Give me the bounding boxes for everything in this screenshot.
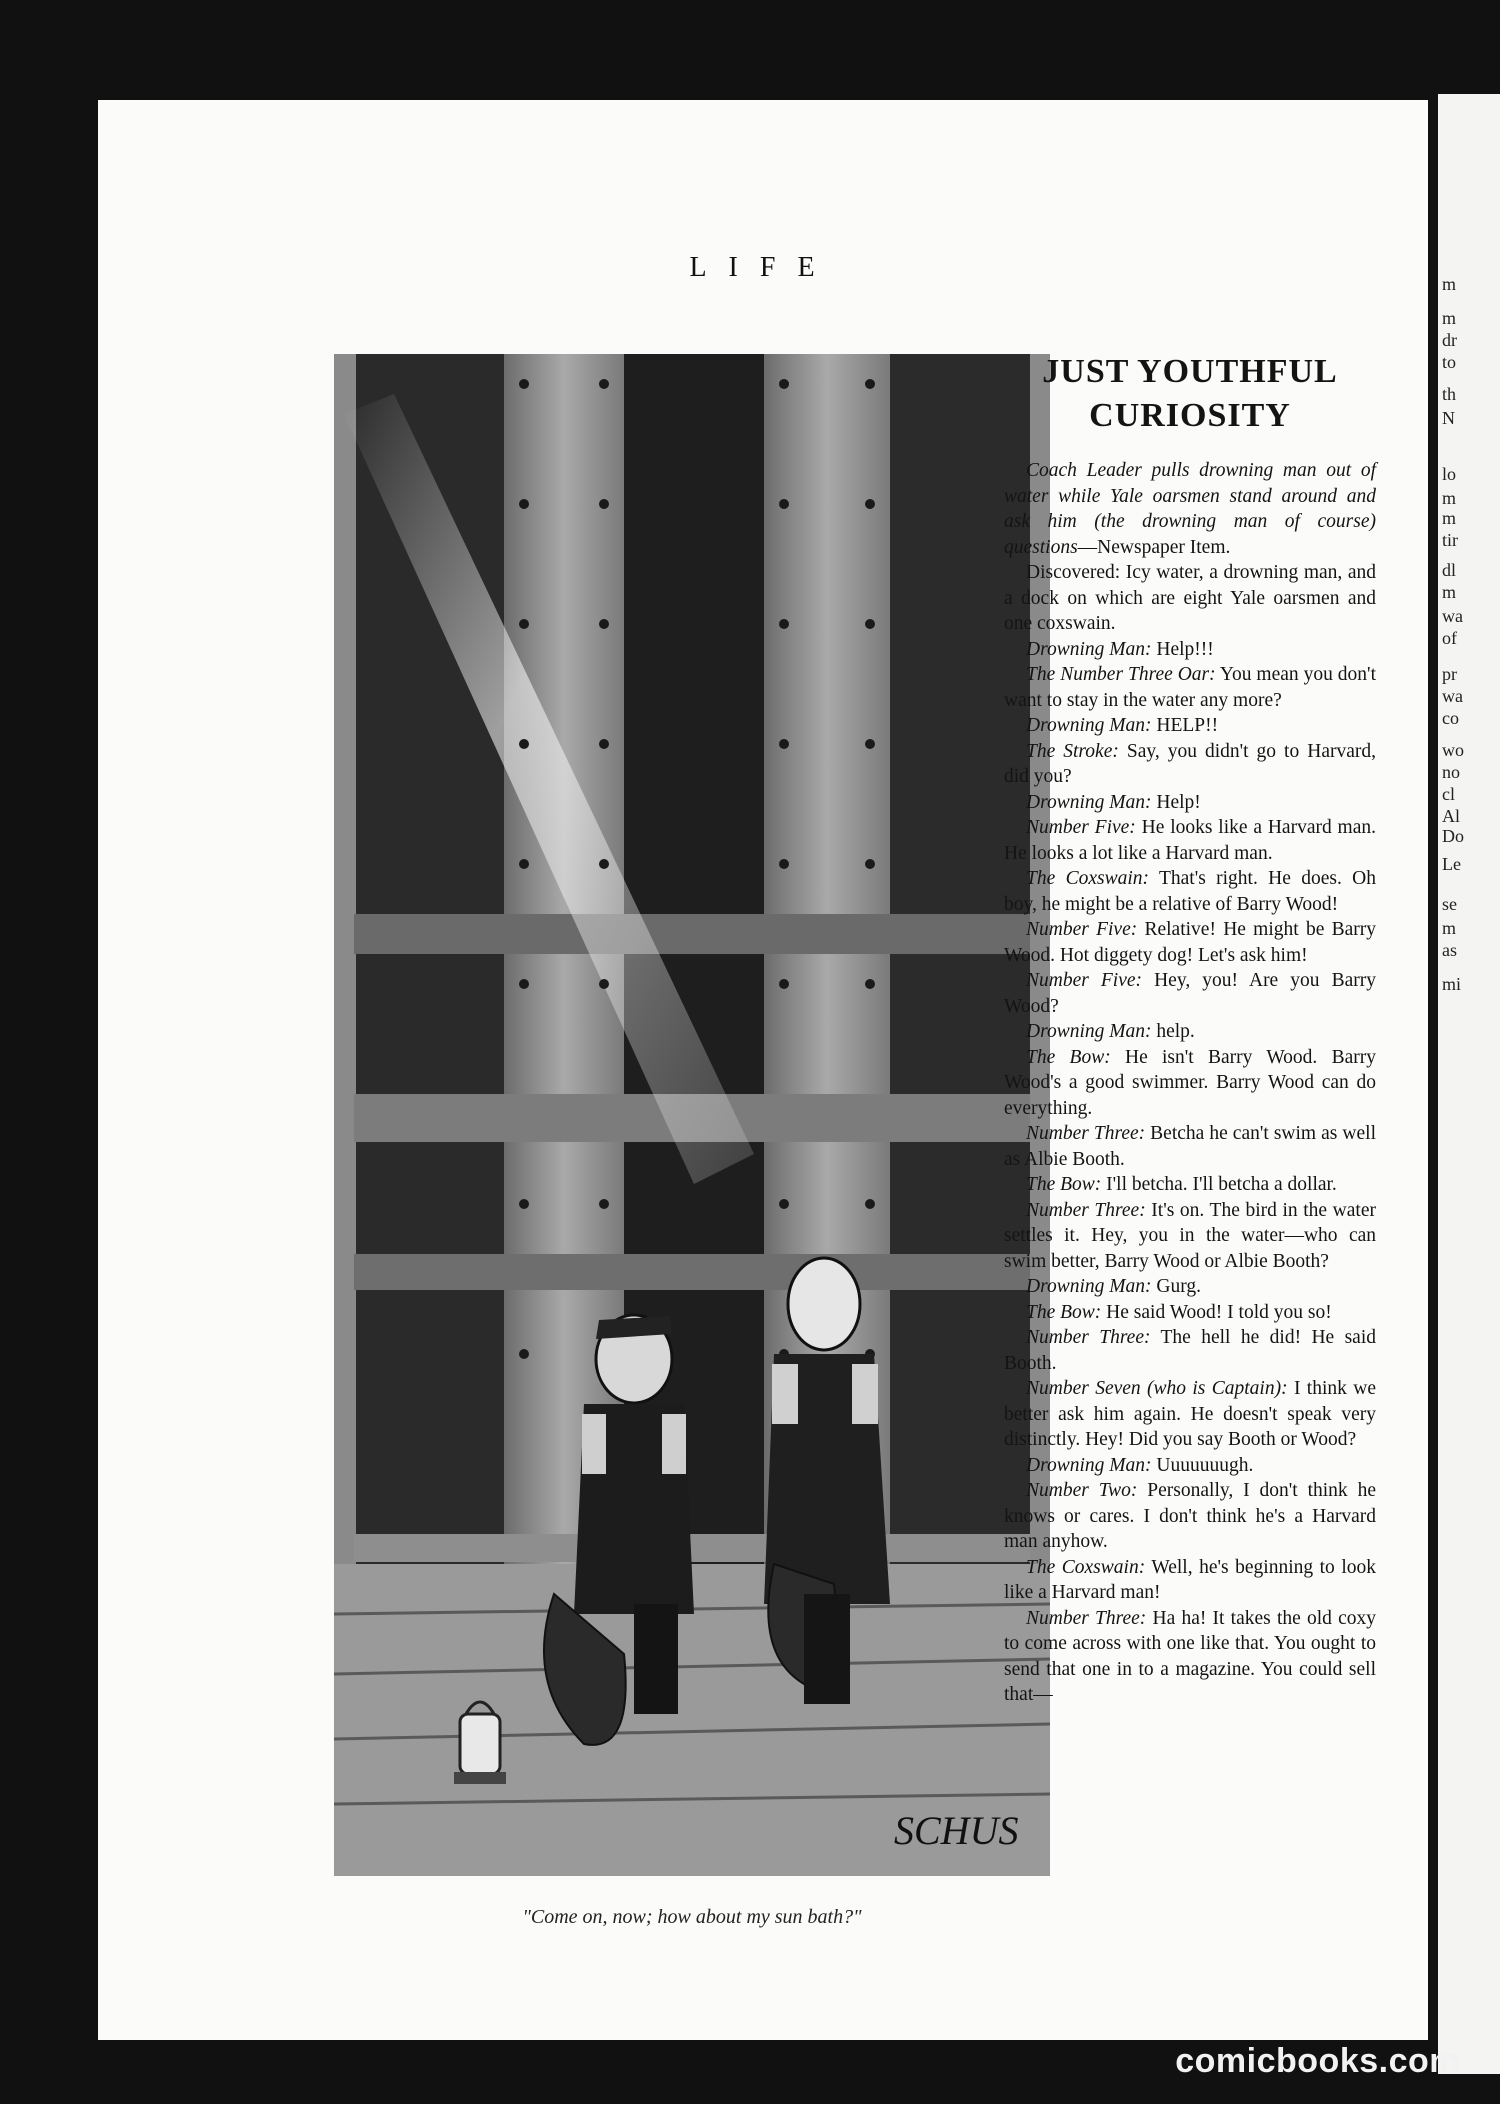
speech-text: That's right. He does. Oh boy, he might be a relative of Barry Wood! xyxy=(1004,868,1376,915)
next-page-fragment: as xyxy=(1442,940,1457,960)
dialogue-paragraph xyxy=(1004,1121,1376,1172)
next-page-fragment: se xyxy=(1442,894,1457,914)
speaker-name: Drowning Man: xyxy=(1026,715,1152,736)
speaker-name: Number Seven (who is Captain): xyxy=(1026,1378,1288,1399)
speech-text: Well, he's beginning to look like a Harvard man! xyxy=(1004,1556,1376,1603)
next-page-fragment: Le xyxy=(1442,854,1461,874)
next-page-fragment: m xyxy=(1442,274,1457,294)
dialogue-paragraph xyxy=(1004,1478,1376,1555)
dialogue-paragraph xyxy=(1004,1300,1376,1326)
speech-text: The hell he did! He said Booth. xyxy=(1004,1327,1376,1374)
dialogue-paragraph xyxy=(1004,968,1376,1019)
speaker-name: Drowning Man: xyxy=(1026,1021,1152,1042)
dialogue-paragraph xyxy=(1004,866,1376,917)
dialogue-paragraph xyxy=(1004,815,1376,866)
dialogue-paragraph xyxy=(1004,1198,1376,1275)
dialogue-paragraph xyxy=(1004,1172,1376,1198)
cartoon-caption: "Come on, now; how about my sun bath?" xyxy=(522,1906,862,1928)
next-page-fragment: wa xyxy=(1442,686,1463,706)
speech-text: Betcha he can't swim as well as Albie Booth. xyxy=(1004,1123,1376,1170)
article-dialogue xyxy=(1004,560,1376,1708)
article-intro xyxy=(1004,458,1376,560)
next-page-fragment: th xyxy=(1442,384,1457,404)
article-headline xyxy=(1004,350,1376,438)
speaker-name: The Coxswain: xyxy=(1026,868,1149,889)
next-page-fragment: Do xyxy=(1442,826,1464,846)
speaker-name: Number Two: xyxy=(1026,1480,1138,1501)
next-page-fragment: wa xyxy=(1442,606,1463,626)
dialogue-paragraph xyxy=(1004,1019,1376,1045)
speech-text: help. xyxy=(1151,1021,1195,1042)
dialogue-paragraph xyxy=(1004,1606,1376,1708)
dialogue-paragraph xyxy=(1004,1274,1376,1300)
speech-text: Help! xyxy=(1151,791,1201,813)
next-page-fragment: m xyxy=(1442,308,1457,328)
artist-signature: SCHUS xyxy=(894,1808,1019,1853)
speech-text: Ha ha! It takes the old coxy to come across with one like that. You ought to send that one in to a magazine. You could sell that— xyxy=(1004,1607,1376,1705)
dialogue-paragraph xyxy=(1004,560,1376,637)
dialogue-paragraph xyxy=(1004,1453,1376,1479)
speaker-name: Number Three: xyxy=(1026,1123,1146,1144)
speaker-name: The Number Three Oar: xyxy=(1026,664,1216,685)
speaker-name: Drowning Man: xyxy=(1026,1454,1152,1476)
masthead: LIFE xyxy=(689,252,837,283)
speech-text: I'll betcha. I'll betcha a dollar. xyxy=(1101,1174,1337,1195)
speech-text: He said Wood! I told you so! xyxy=(1101,1301,1332,1323)
speech-text: It's on. The bird in the water settles it. Hey, you in the water—who can swim better, Barry Wood or Albie Booth? xyxy=(1004,1199,1376,1272)
speaker-name: Number Three: xyxy=(1026,1327,1151,1348)
speaker-name: Drowning Man: xyxy=(1026,791,1152,813)
next-page-fragment: pr xyxy=(1442,664,1457,684)
next-page-fragment: m xyxy=(1442,918,1457,938)
next-page-fragment: tir xyxy=(1442,530,1458,550)
speech-text: Discovered: Icy water, a drowning man, and a dock on which are eight Yale oarsmen and one coxswain. xyxy=(1004,562,1376,634)
speaker-name: Drowning Man: xyxy=(1026,1276,1152,1297)
page-number: 20 xyxy=(220,2044,238,2064)
speaker-name: The Bow: xyxy=(1026,1174,1102,1195)
cartoon-illustration xyxy=(334,354,1050,1876)
dialogue-paragraph xyxy=(1004,662,1376,713)
speech-text: Say, you didn't go to Harvard, did you? xyxy=(1004,740,1376,787)
speech-text: He isn't Barry Wood. Barry Wood's a good swimmer. Barry Wood can do everything. xyxy=(1004,1046,1376,1119)
dialogue-paragraph xyxy=(1004,1555,1376,1606)
next-page-fragment: no xyxy=(1442,762,1460,782)
dialogue-paragraph xyxy=(1004,1376,1376,1453)
speaker-name: Number Three: xyxy=(1026,1199,1146,1221)
speech-text: Relative! He might be Barry Wood. Hot diggety dog! Let's ask him! xyxy=(1004,919,1376,966)
next-page-fragment: co xyxy=(1442,708,1459,728)
speech-text: You mean you don't want to stay in the water any more? xyxy=(1004,664,1376,711)
next-page-fragment: of xyxy=(1442,628,1457,648)
speech-text: HELP!! xyxy=(1151,715,1219,736)
dialogue-paragraph xyxy=(1004,1325,1376,1376)
next-page-fragment: m xyxy=(1442,582,1457,602)
next-page-fragment: cl xyxy=(1442,784,1455,804)
speech-text: Personally, I don't think he knows or cares. I don't think he's a Harvard man anyhow. xyxy=(1004,1480,1376,1552)
speech-text: He looks like a Harvard man. He looks a lot like a Harvard man. xyxy=(1004,817,1376,864)
speaker-name: The Stroke: xyxy=(1026,740,1119,762)
next-page-fragment: Al xyxy=(1442,806,1460,826)
next-page-edge xyxy=(1438,94,1500,2074)
speaker-name: The Bow: xyxy=(1026,1301,1102,1323)
speaker-name: The Coxswain: xyxy=(1026,1556,1146,1578)
speaker-name: Number Five: xyxy=(1026,970,1143,991)
speaker-name: Drowning Man: xyxy=(1026,638,1152,660)
watermark: comicbooks.com xyxy=(1175,2042,1460,2080)
speech-text: Gurg. xyxy=(1151,1276,1201,1297)
speaker-name: Number Five: xyxy=(1026,919,1138,940)
cartoon-drawing xyxy=(334,354,1050,1876)
headline-line-2: CURIOSITY xyxy=(1089,397,1291,434)
next-page-fragment: to xyxy=(1442,352,1457,372)
next-page-fragment: N xyxy=(1442,408,1455,428)
dialogue-paragraph xyxy=(1004,739,1376,790)
speech-text: Uuuuuuugh. xyxy=(1151,1454,1254,1476)
next-page-fragment: dl xyxy=(1442,560,1457,580)
speech-text: I think we better ask him again. He doesn't speak very distinctly. Hey! Did you say Booth or Wood? xyxy=(1004,1378,1376,1450)
dialogue-paragraph xyxy=(1004,713,1376,739)
headline-line-1: JUST YOUTHFUL xyxy=(1042,353,1338,390)
speaker-name: The Bow: xyxy=(1026,1046,1111,1068)
next-page-fragment: wo xyxy=(1442,740,1464,760)
intro-source: —Newspaper Item. xyxy=(1077,536,1231,558)
speech-text: Help!!! xyxy=(1151,638,1214,660)
intro-text: Coach Leader pulls drowning man out of water while Yale oarsmen stand around and ask him (the drowning man of course) questions xyxy=(1004,460,1376,558)
next-page-fragment: m xyxy=(1442,488,1457,508)
dialogue-paragraph xyxy=(1004,917,1376,968)
dialogue-paragraph xyxy=(1004,1045,1376,1122)
dialogue-paragraph xyxy=(1004,790,1376,816)
dialogue-paragraph xyxy=(1004,637,1376,663)
speaker-name: Number Five: xyxy=(1026,817,1136,838)
next-page-fragment: lo xyxy=(1442,464,1457,484)
speech-text: Hey, you! Are you Barry Wood? xyxy=(1004,970,1376,1017)
speaker-name: Number Three: xyxy=(1026,1607,1147,1629)
article-column xyxy=(1004,350,1376,1708)
next-page-fragment: mi xyxy=(1442,974,1462,994)
next-page-fragment: m xyxy=(1442,508,1457,528)
next-page-fragment: dr xyxy=(1442,330,1457,350)
